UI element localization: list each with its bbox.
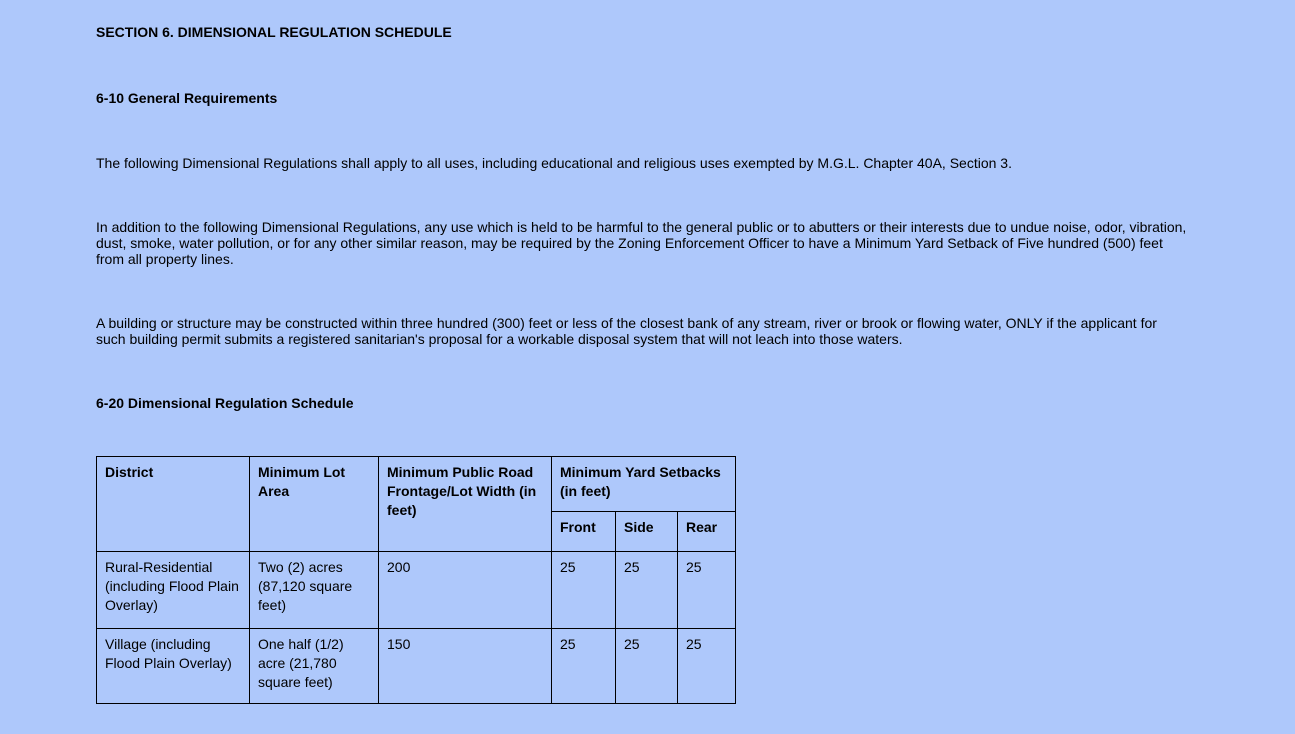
cell-frontage: 150 [379,628,552,703]
col-header-side: Side [616,511,678,551]
paragraph-dimensional-regulations-apply: The following Dimensional Regulations shall apply to all uses, including educational and religious uses exempted by M.G.L. Chapter 40A, Section 3. [96,155,1012,172]
dimensional-regulation-schedule-table [96,456,736,704]
paragraph-harmful-use-setback: In addition to the following Dimensional Regulations, any use which is held to be harmful to the general public or to abutters or their interests due to undue noise, odor, vibration, dust, smoke, water pollution, or for any other similar reason, may be required by the Zoning Enforcement Officer to have a Minimum Yard Setback of Five hundred (500) feet from all property lines. [96,219,1187,268]
cell-rear-setback: 25 [678,628,736,703]
cell-front-setback: 25 [552,551,616,628]
col-header-min-lot-area: Minimum Lot Area [250,456,379,551]
cell-side-setback: 25 [616,551,678,628]
col-header-front: Front [552,511,616,551]
col-header-rear: Rear [678,511,736,551]
col-header-min-frontage: Minimum Public Road Frontage/Lot Width (in feet) [379,456,552,551]
table-row-village [97,628,736,703]
heading-6-10-general-requirements: 6-10 General Requirements [96,89,278,106]
paragraph-stream-setback: A building or structure may be constructed within three hundred (300) feet or less of the closest bank of any stream, river or brook or flowing water, ONLY if the applicant for such building permit submits a registered sanitarian's proposal for a workable disposal system that will not leach into those waters. [96,315,1157,348]
col-header-district: District [97,456,250,551]
cell-front-setback: 25 [552,628,616,703]
cell-min-lot-area: Two (2) acres (87,120 square feet) [250,551,379,628]
cell-district: Village (including Flood Plain Overlay) [97,628,250,703]
cell-rear-setback: 25 [678,551,736,628]
cell-district: Rural-Residential (including Flood Plain Overlay) [97,551,250,628]
col-header-yard-setbacks: Minimum Yard Setbacks (in feet) [552,456,736,511]
table-row-rural-residential [97,551,736,628]
cell-frontage: 200 [379,551,552,628]
section-title: SECTION 6. DIMENSIONAL REGULATION SCHEDULE [96,24,452,40]
heading-6-20-schedule: 6-20 Dimensional Regulation Schedule [96,395,354,412]
cell-side-setback: 25 [616,628,678,703]
cell-min-lot-area: One half (1/2) acre (21,780 square feet) [250,628,379,703]
